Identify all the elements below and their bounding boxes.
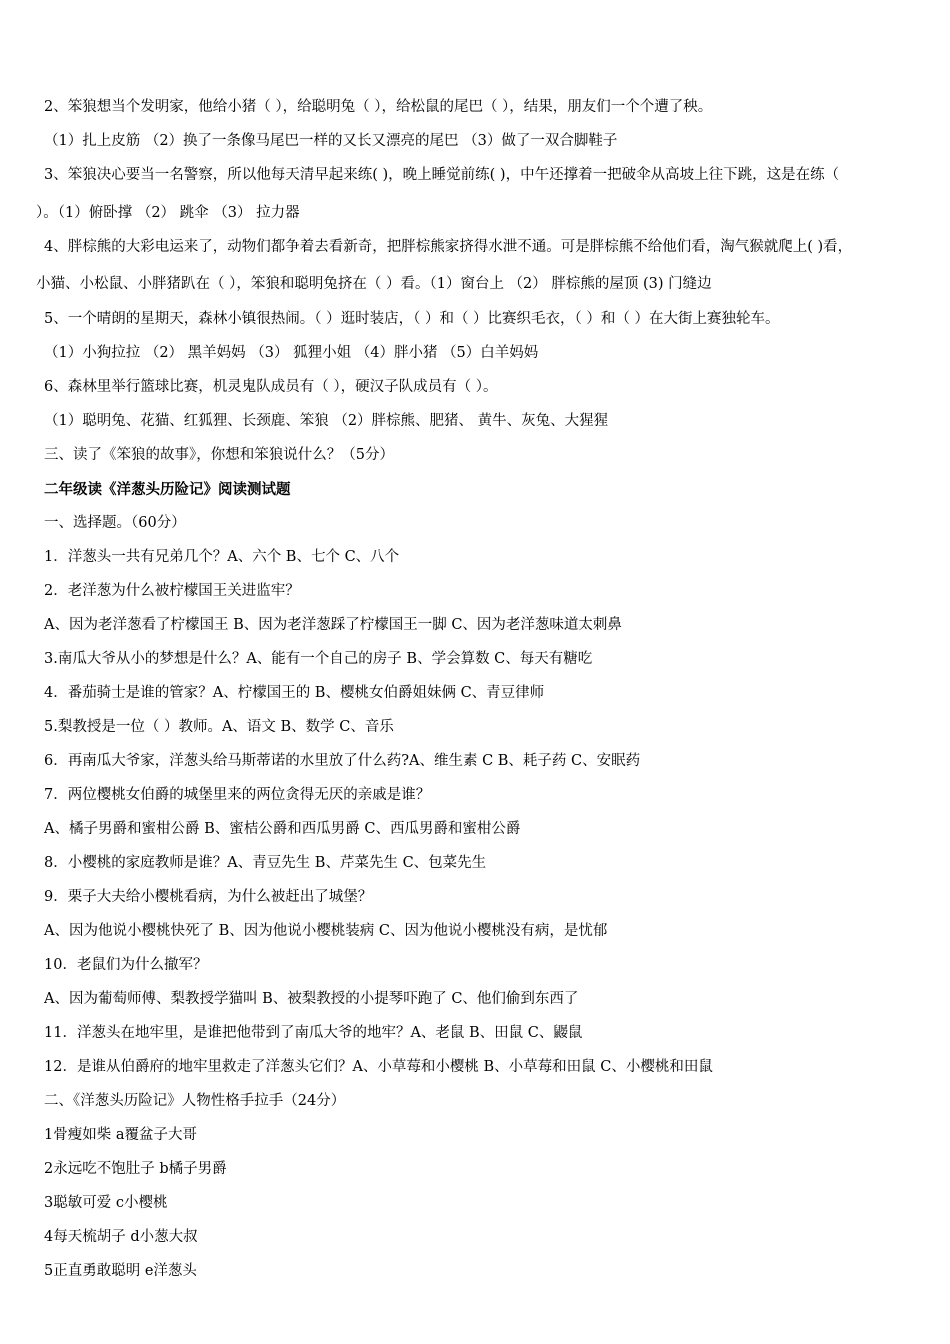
- choice-question-8: 8．小樱桃的家庭教师是谁？A、青豆先生 B、芹菜先生 C、包菜先生: [44, 855, 487, 871]
- matching-item-4: 4每天梳胡子 d小葱大叔: [44, 1229, 198, 1245]
- question-4-continued: 小猫、小松鼠、小胖猪趴在（ ），笨狼和聪明兔挤在（ ）看。（1）窗台上 （2） 胖棕熊的屋顶 (3) 门缝边: [36, 276, 712, 292]
- choice-question-4: 4．番茄骑士是谁的管家？A、柠檬国王的 B、樱桃女伯爵姐妹俩 C、青豆律师: [44, 685, 545, 701]
- matching-item-3: 3聪敏可爱 c小樱桃: [44, 1195, 168, 1211]
- matching-section-heading: 二、《洋葱头历险记》人物性格手拉手（24分）: [44, 1093, 346, 1109]
- question-2: 2、笨狼想当个发明家，他给小猪（ ），给聪明兔（ ），给松鼠的尾巴（ ），结果，朋友们一个个遭了秧。: [44, 99, 713, 115]
- choice-question-9: 9．栗子大夫给小樱桃看病，为什么被赶出了城堡？: [44, 889, 373, 905]
- choice-question-2-options: A、因为老洋葱看了柠檬国王 B、因为老洋葱踩了柠檬国王一脚 C、因为老洋葱味道太刺鼻: [44, 617, 622, 633]
- choice-section-heading: 一、选择题。（60分）: [44, 515, 186, 531]
- choice-question-11: 11．洋葱头在地牢里，是谁把他带到了南瓜大爷的地牢？A、老鼠 B、田鼠 C、鼹鼠: [44, 1025, 583, 1041]
- question-4: 4、胖棕熊的大彩电运来了，动物们都争着去看新奇，把胖棕熊家挤得水泄不通。可是胖棕熊不给他们看，淘气猴就爬上( )看，: [44, 239, 853, 255]
- choice-question-3: 3.南瓜大爷从小的梦想是什么？A、能有一个自己的房子 B、学会算数 C、每天有糖吃: [44, 651, 593, 667]
- question-3: 3、笨狼决心要当一名警察，所以他每天清早起来练( )，晚上睡觉前练( )，中午还撑着一把破伞从高坡上往下跳，这是在练（: [44, 167, 840, 183]
- choice-question-7-options: A、橘子男爵和蜜柑公爵 B、蜜桔公爵和西瓜男爵 C、西瓜男爵和蜜柑公爵: [44, 821, 521, 837]
- choice-question-9-options: A、因为他说小樱桃快死了 B、因为他说小樱桃装病 C、因为他说小樱桃没有病，是忧郁: [44, 923, 608, 939]
- choice-question-7: 7．两位樱桃女伯爵的城堡里来的两位贪得无厌的亲戚是谁？: [44, 787, 431, 803]
- question-3-options: ）。（1）俯卧撑 （2） 跳伞 （3） 拉力器: [36, 205, 300, 221]
- choice-question-6: 6．再南瓜大爷家，洋葱头给马斯蒂诺的水里放了什么药?A、维生素 C B、耗子药 C、安眠药: [44, 753, 641, 769]
- section-3-heading: 三、读了《笨狼的故事》，你想和笨狼说什么？（5分）: [44, 447, 394, 463]
- choice-question-10-options: A、因为葡萄师傅、梨教授学猫叫 B、被梨教授的小提琴吓跑了 C、他们偷到东西了: [44, 991, 579, 1007]
- question-6-options: （1）聪明兔、花猫、红狐狸、长颈鹿、笨狼 （2）胖棕熊、肥猪、 黄牛、灰兔、大猩猩: [44, 413, 609, 429]
- question-6: 6、森林里举行篮球比赛，机灵鬼队成员有（ ），硬汉子队成员有（ ）。: [44, 379, 498, 395]
- matching-item-2: 2永远吃不饱肚子 b橘子男爵: [44, 1161, 227, 1177]
- question-5: 5、一个晴朗的星期天，森林小镇很热闹。（ ）逛时装店，（ ）和（ ）比赛织毛衣，（ ）和（ ）在大街上赛独轮车。: [44, 311, 780, 327]
- matching-item-1: 1骨瘦如柴 a覆盆子大哥: [44, 1127, 197, 1143]
- question-2-options: （1）扎上皮筋 （2）换了一条像马尾巴一样的又长又漂亮的尾巴 （3）做了一双合脚鞋子: [44, 133, 618, 149]
- choice-question-1: 1．洋葱头一共有兄弟几个？A、六个 B、七个 C、八个: [44, 549, 400, 565]
- choice-question-2: 2．老洋葱为什么被柠檬国王关进监牢？: [44, 583, 300, 599]
- choice-question-12: 12．是谁从伯爵府的地牢里救走了洋葱头它们？A、小草莓和小樱桃 B、小草莓和田鼠 C、小樱桃和田鼠: [44, 1059, 713, 1075]
- choice-question-5: 5.梨教授是一位（ ）教师。A、语文 B、数学 C、音乐: [44, 719, 394, 735]
- test-title: 二年级读《洋葱头历险记》阅读测试题: [44, 481, 291, 498]
- choice-question-10: 10．老鼠们为什么撤军？: [44, 957, 208, 973]
- matching-item-5: 5正直勇敢聪明 e洋葱头: [44, 1263, 197, 1279]
- question-5-options: （1）小狗拉拉 （2） 黑羊妈妈 （3） 狐狸小姐 （4）胖小猪 （5）白羊妈妈: [44, 345, 539, 361]
